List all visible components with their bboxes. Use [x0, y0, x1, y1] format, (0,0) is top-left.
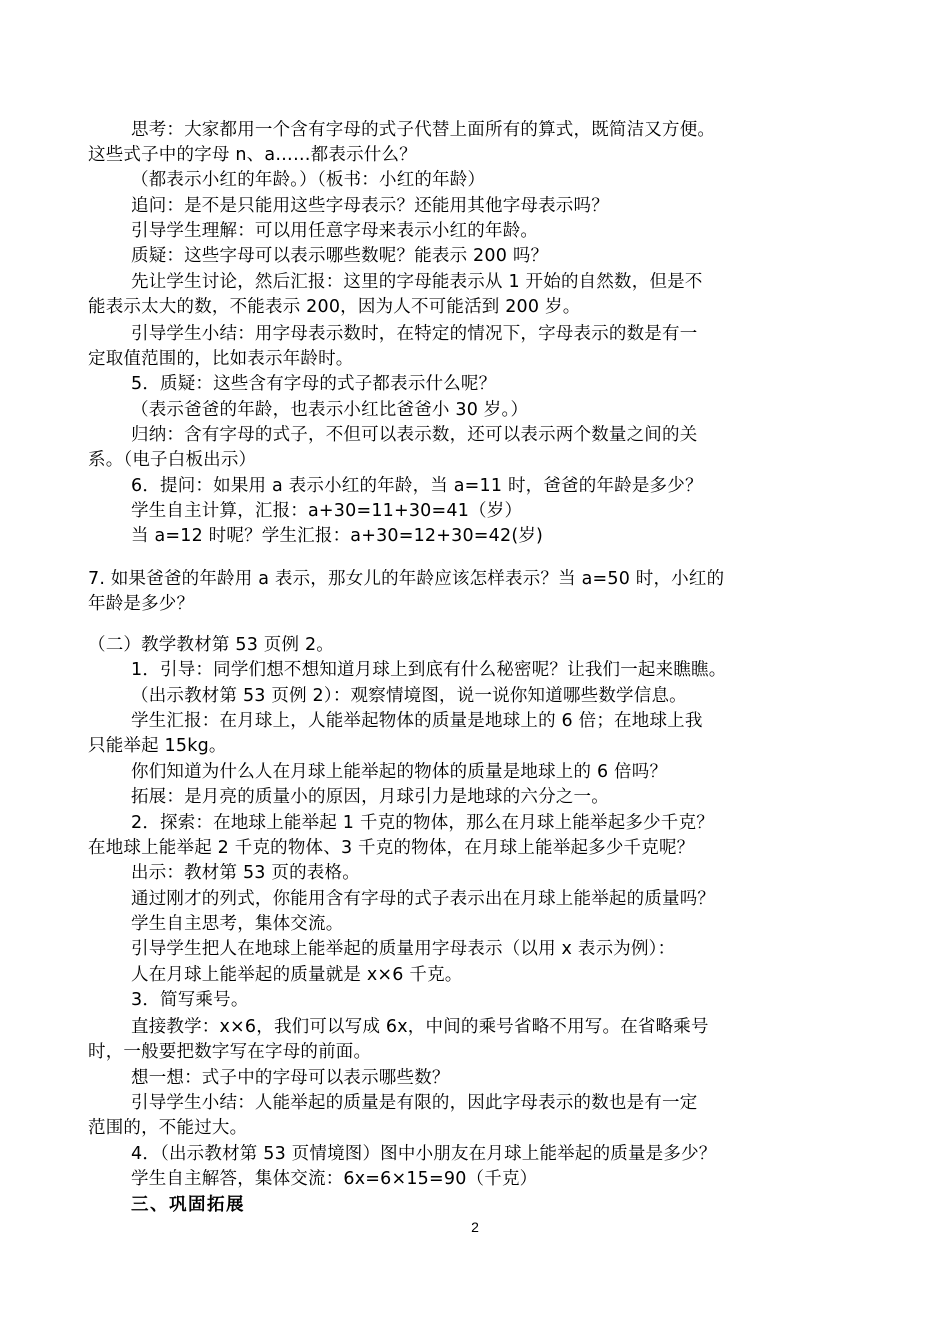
- paragraph-line: （出示教材第 53 页例 2）：观察情境图，说一说你知道哪些数学信息。: [131, 686, 687, 706]
- paragraph-line: 2．探索：在地球上能举起 1 千克的物体，那么在月球上能举起多少千克？: [131, 813, 714, 833]
- paragraph-line: 直接教学：x×6，我们可以写成 6x，中间的乘号省略不用写。在省略乘号: [131, 1017, 709, 1037]
- paragraph-line: 时，一般要把数字写在字母的前面。: [88, 1042, 372, 1062]
- paragraph-line: 学生汇报：在月球上，人能举起物体的质量是地球上的 6 倍；在地球上我: [131, 711, 703, 731]
- paragraph-line: 年龄是多少？: [88, 594, 195, 614]
- paragraph-line: 引导学生把人在地球上能举起的质量用字母表示（以用 x 表示为例）：: [131, 939, 676, 959]
- paragraph-line: 出示：教材第 53 页的表格。: [131, 863, 360, 883]
- paragraph-line: 系。（电子白板出示）: [88, 450, 257, 470]
- paragraph-line: 定取值范围的，比如表示年龄时。: [88, 349, 354, 369]
- paragraph-line: 追问：是不是只能用这些字母表示？还能用其他字母表示吗？: [131, 196, 609, 216]
- paragraph-line: 能表示太大的数，不能表示 200，因为人不可能活到 200 岁。: [88, 297, 581, 317]
- paragraph-line: 人在月球上能举起的质量就是 x×6 千克。: [131, 965, 463, 985]
- paragraph-line: 6．提问：如果用 a 表示小红的年龄，当 a=11 时，爸爸的年龄是多少？: [131, 476, 703, 496]
- paragraph-line: 拓展：是月亮的质量小的原因，月球引力是地球的六分之一。: [131, 787, 609, 807]
- paragraph-line: 通过刚才的列式，你能用含有字母的式子表示出在月球上能举起的质量吗？: [131, 889, 716, 909]
- paragraph-line: 引导学生小结：用字母表示数时，在特定的情况下，字母表示的数是有一: [131, 324, 698, 344]
- paragraph-line: 7. 如果爸爸的年龄用 a 表示，那女儿的年龄应该怎样表示？当 a=50 时，小红的: [88, 569, 725, 589]
- paragraph-line: 想一想：式子中的字母可以表示哪些数？: [131, 1068, 450, 1088]
- paragraph-line: （二）教学教材第 53 页例 2。: [88, 635, 334, 655]
- paragraph-line: （都表示小红的年龄。）（板书：小红的年龄）: [131, 170, 486, 190]
- paragraph-line: 范围的，不能过大。: [88, 1118, 248, 1138]
- paragraph-line: 归纳：含有字母的式子，不但可以表示数，还可以表示两个数量之间的关: [131, 425, 698, 445]
- paragraph-line: 4．（出示教材第 53 页情境图）图中小朋友在月球上能举起的质量是多少？: [131, 1144, 717, 1164]
- page-number: 2: [471, 1219, 479, 1235]
- paragraph-line: 你们知道为什么人在月球上能举起的物体的质量是地球上的 6 倍吗？: [131, 762, 668, 782]
- paragraph-line: 学生自主计算，汇报：a+30=11+30=41（岁）: [131, 501, 523, 521]
- paragraph-line: 3．简写乘号。: [131, 990, 249, 1010]
- paragraph-line: 思考：大家都用一个含有字母的式子代替上面所有的算式，既简洁又方便。: [131, 120, 716, 140]
- paragraph-line: 只能举起 15kg。: [88, 736, 227, 756]
- paragraph-line: 1．引导：同学们想不想知道月球上到底有什么秘密呢？让我们一起来瞧瞧。: [131, 660, 727, 680]
- paragraph-line: 引导学生小结：人能举起的质量是有限的，因此字母表示的数也是有一定: [131, 1093, 698, 1113]
- paragraph-line: 学生自主解答，集体交流：6x=6×15=90（千克）: [131, 1169, 538, 1189]
- paragraph-line: 引导学生理解：可以用任意字母来表示小红的年龄。: [131, 221, 539, 241]
- paragraph-line: 5．质疑：这些含有字母的式子都表示什么呢？: [131, 374, 497, 394]
- paragraph-line: 质疑：这些字母可以表示哪些数呢？能表示 200 吗？: [131, 246, 549, 266]
- section-heading: 三、巩固拓展: [131, 1195, 245, 1215]
- paragraph-line: 在地球上能举起 2 千克的物体、3 千克的物体，在月球上能举起多少千克呢？: [88, 838, 695, 858]
- paragraph-line: （表示爸爸的年龄，也表示小红比爸爸小 30 岁。）: [131, 400, 529, 420]
- paragraph-line: 这些式子中的字母 n、a……都表示什么？: [88, 145, 417, 165]
- paragraph-line: 学生自主思考，集体交流。: [131, 914, 344, 934]
- paragraph-line: 当 a=12 时呢？学生汇报：a+30=12+30=42(岁): [131, 526, 544, 546]
- paragraph-line: 先让学生讨论，然后汇报：这里的字母能表示从 1 开始的自然数，但是不: [131, 272, 703, 292]
